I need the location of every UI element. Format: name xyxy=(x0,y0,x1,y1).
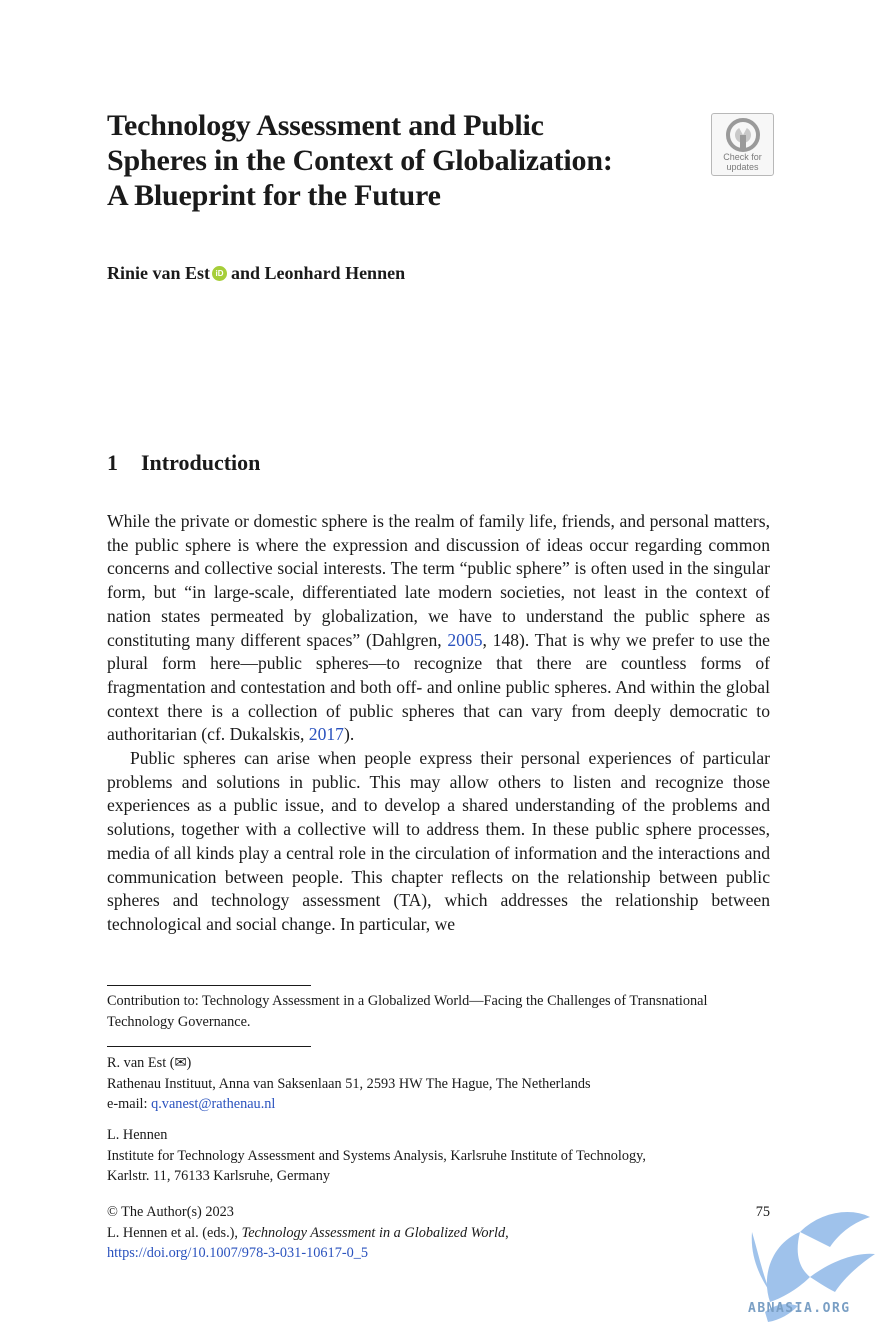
citation-link[interactable]: 2005 xyxy=(447,629,483,650)
affiliation-name: L. Hennen xyxy=(107,1127,168,1143)
affiliation-hennen xyxy=(107,1125,770,1187)
author-name-rest: and Leonhard Hennen xyxy=(231,263,406,283)
affiliation-name: R. van Est (✉) xyxy=(107,1055,192,1071)
author-line xyxy=(107,262,405,284)
doi-link[interactable]: https://doi.org/10.1007/978-3-031-10617-0_5 xyxy=(107,1245,369,1261)
section-title: Introduction xyxy=(141,450,261,475)
affiliation-institute: Rathenau Instituut, Anna van Saksenlaan 51, 2593 HW The Hague, The Netherlands xyxy=(107,1075,591,1092)
book-citation: L. Hennen et al. (eds.), Technology Assessment in a Globalized World, xyxy=(107,1224,509,1241)
page xyxy=(107,0,770,1333)
email-link[interactable]: q.vanest@rathenau.nl xyxy=(151,1096,276,1112)
copyright-line: © The Author(s) 2023 xyxy=(107,1204,234,1220)
section-number: 1 xyxy=(107,450,118,475)
check-for-updates-badge[interactable] xyxy=(711,113,774,176)
affiliation-institute: Institute for Technology Assessment and Systems Analysis, Karlsruhe Institute of Technology, xyxy=(107,1147,646,1164)
orcid-icon[interactable]: iD xyxy=(212,266,227,281)
footnote-divider xyxy=(107,985,311,986)
check-for-label: Check for xyxy=(723,152,762,162)
affiliation-van-est xyxy=(107,1053,770,1115)
updates-label: updates xyxy=(726,162,759,172)
citation-link[interactable]: 2017 xyxy=(308,724,344,745)
book-title: Technology Assessment in a Globalized World xyxy=(241,1224,506,1241)
doi-line xyxy=(107,1243,770,1264)
body-text xyxy=(107,510,770,937)
affiliation-address: Karlstr. 11, 76133 Karlsruhe, Germany xyxy=(107,1168,331,1184)
contribution-note: Contribution to: Technology Assessment in a Globalized World—Facing the Challenges of Transnational Technology Governance. xyxy=(107,993,708,1030)
affiliation-email: e-mail: q.vanest@rathenau.nl xyxy=(107,1096,276,1112)
copyright-block xyxy=(107,1202,770,1264)
paragraph: Public spheres can arise when people express their personal experiences of particular problems and solutions in public. This may allow others to listen and recognize those experiences as a public issue, and to develop a shared understanding of the problems and solutions, together with a collective will to address them. In these public sphere processes, media of all kinds play a central role in the circulation of information and the interactions and communication between people. This chapter reflects on the relationship between public spheres and technology assessment (TA), which addresses the relationship between technological and social change. In particular, we xyxy=(107,748,770,934)
title-line: A Blueprint for the Future xyxy=(107,179,441,212)
title-line: Spheres in the Context of Globalization: xyxy=(107,144,613,177)
watermark-text: ABNASIA.ORG xyxy=(748,1301,851,1316)
title-line: Technology Assessment and Public xyxy=(107,109,544,142)
author-name: Rinie van Est xyxy=(107,263,211,283)
paragraph: While the private or domestic sphere is the realm of family life, friends, and personal matters, the public sphere is where the expression and discussion of ideas occur regarding common concerns and collective social interests. The term “public sphere” is often used in the singular form, but “in large-scale, differentiated late modern societies, not least in the context of nation states permeated by globalization, we have to understand the public sphere as constituting many different spaces” (Dahlgren, 2005, 148). That is why we prefer to use the plural form here—public spheres—to recognize that there are countless forms of fragmentation and contestation and both off- and online public spheres. And within the global context there is a collection of public spheres that can vary from deeply democratic to authoritarian (cf. Dukalskis, 2017). xyxy=(107,511,770,745)
crossmark-icon xyxy=(726,118,760,152)
section-heading xyxy=(107,450,260,476)
page-number: 75 xyxy=(755,1204,770,1220)
chapter-title xyxy=(107,108,667,213)
affiliation-divider xyxy=(107,1046,311,1047)
